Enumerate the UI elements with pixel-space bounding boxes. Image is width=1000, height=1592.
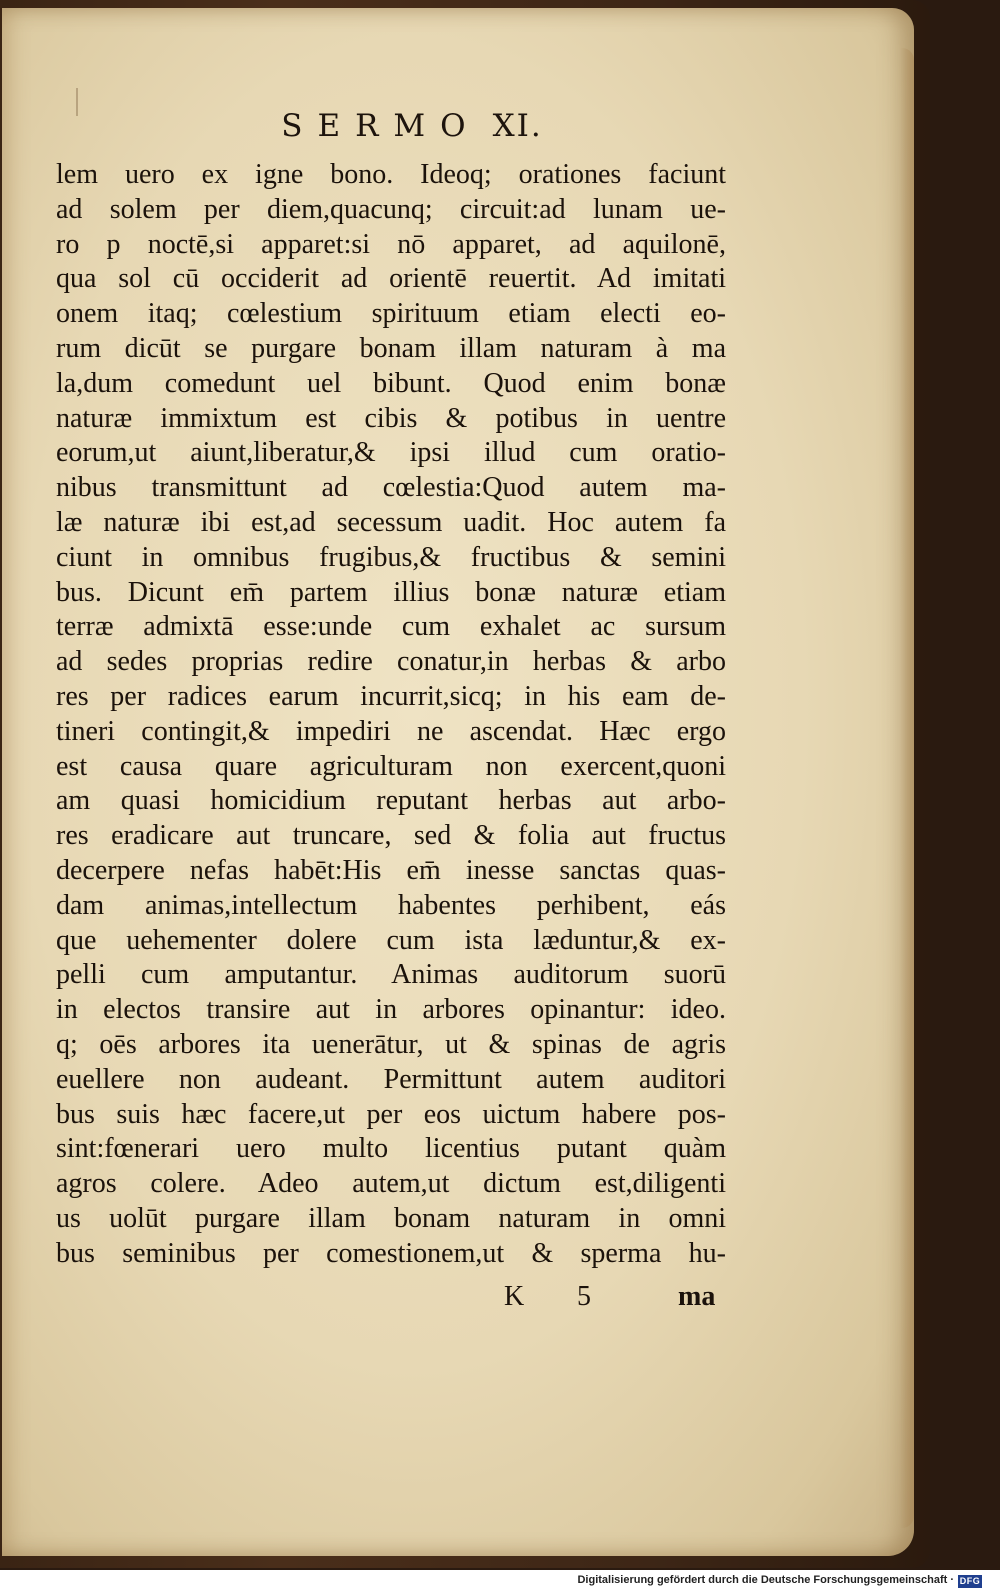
text-line: que uehementer dolere cum ista læduntur,& ex- <box>56 924 726 956</box>
text-line: ciunt in omnibus frugibus,& fructibus & semini <box>56 541 726 573</box>
text-line: terræ admixtā esse:unde cum exhalet ac sursum <box>56 611 726 643</box>
text-line: læ naturæ ibi est,ad secessum uadit. Hoc autem fa <box>56 506 726 538</box>
book-page <box>2 8 914 1556</box>
text-line: ad sedes proprias redire conatur,in herbas & arbo <box>56 646 726 678</box>
running-head-word: SERMO <box>281 108 481 144</box>
running-head-number: XI. <box>492 108 543 144</box>
text-line: in electos transire aut in arbores opinantur: ideo. <box>56 994 726 1026</box>
text-line: lem uero ex igne bono. Ideoq; orationes faciunt <box>56 159 726 190</box>
funding-footer <box>0 1572 1000 1592</box>
text-line: rum dicūt se purgare bonam illam naturam à ma <box>56 332 726 364</box>
page-edge-shadow <box>900 48 914 1528</box>
text-line: onem itaq; cœlestium spirituum etiam electi eo- <box>56 298 726 330</box>
signature-letter: K <box>504 1281 525 1312</box>
text-line: est causa quare agriculturam non exercent,quoni <box>56 750 726 782</box>
catchword: ma <box>678 1281 716 1312</box>
text-line: ro p noctē,si apparet:si nō apparet, ad aquilonē, <box>56 228 726 260</box>
text-line: eorum,ut aiunt,liberatur,& ipsi illud cum oratio- <box>56 437 726 469</box>
text-line: agros colere. Adeo autem,ut dictum est,diligenti <box>56 1168 726 1200</box>
text-line: bus seminibus per comestionem,ut & sperma hu- <box>56 1237 726 1269</box>
text-line: dam animas,intellectum habentes perhibent, eás <box>56 889 726 921</box>
text-line: la,dum comedunt uel bibunt. Quod enim bonæ <box>56 367 726 399</box>
page-footer-catchwords <box>2 1281 732 1317</box>
body-text <box>56 158 726 1272</box>
text-line: tineri contingit,& impediri ne ascendat. Hæc ergo <box>56 715 726 747</box>
text-line: ad solem per diem,quacunq; circuit:ad lunam ue- <box>56 193 726 225</box>
text-line: euellere non audeant. Permittunt autem auditori <box>56 1063 726 1095</box>
funding-credit-text: Digitalisierung gefördert durch die Deutsche Forschungsgemeinschaft · <box>577 1574 954 1586</box>
text-line: qua sol cū occiderit ad orientē reuertit. Ad imitati <box>56 263 726 295</box>
text-line: naturæ immixtum est cibis & potibus in uentre <box>56 402 726 434</box>
text-line: res eradicare aut truncare, sed & folia aut fructus <box>56 820 726 852</box>
text-line: pelli cum amputantur. Animas auditorum suorū <box>56 959 726 991</box>
running-head <box>2 108 822 144</box>
signature-number: 5 <box>577 1281 591 1312</box>
text-line: am quasi homicidium reputant herbas aut arbo- <box>56 785 726 817</box>
text-line: bus suis hæc facere,ut per eos uictum habere pos- <box>56 1098 726 1130</box>
text-line: nibus transmittunt ad cœlestia:Quod autem ma- <box>56 472 726 504</box>
dfg-logo-icon: DFG <box>959 1576 981 1586</box>
text-line: us uolūt purgare illam bonam naturam in omni <box>56 1202 726 1234</box>
text-line: sint:fœnerari uero multo licentius putant quàm <box>56 1133 726 1165</box>
text-line: bus. Dicunt em̄ partem illius bonæ naturæ etiam <box>56 576 726 608</box>
text-line: q; oēs arbores ita uenerātur, ut & spinas de agris <box>56 1028 726 1060</box>
text-line: res per radices earum incurrit,sicq; in his eam de- <box>56 680 726 712</box>
text-line: decerpere nefas habēt:His em̄ inesse sanctas quas- <box>56 854 726 886</box>
